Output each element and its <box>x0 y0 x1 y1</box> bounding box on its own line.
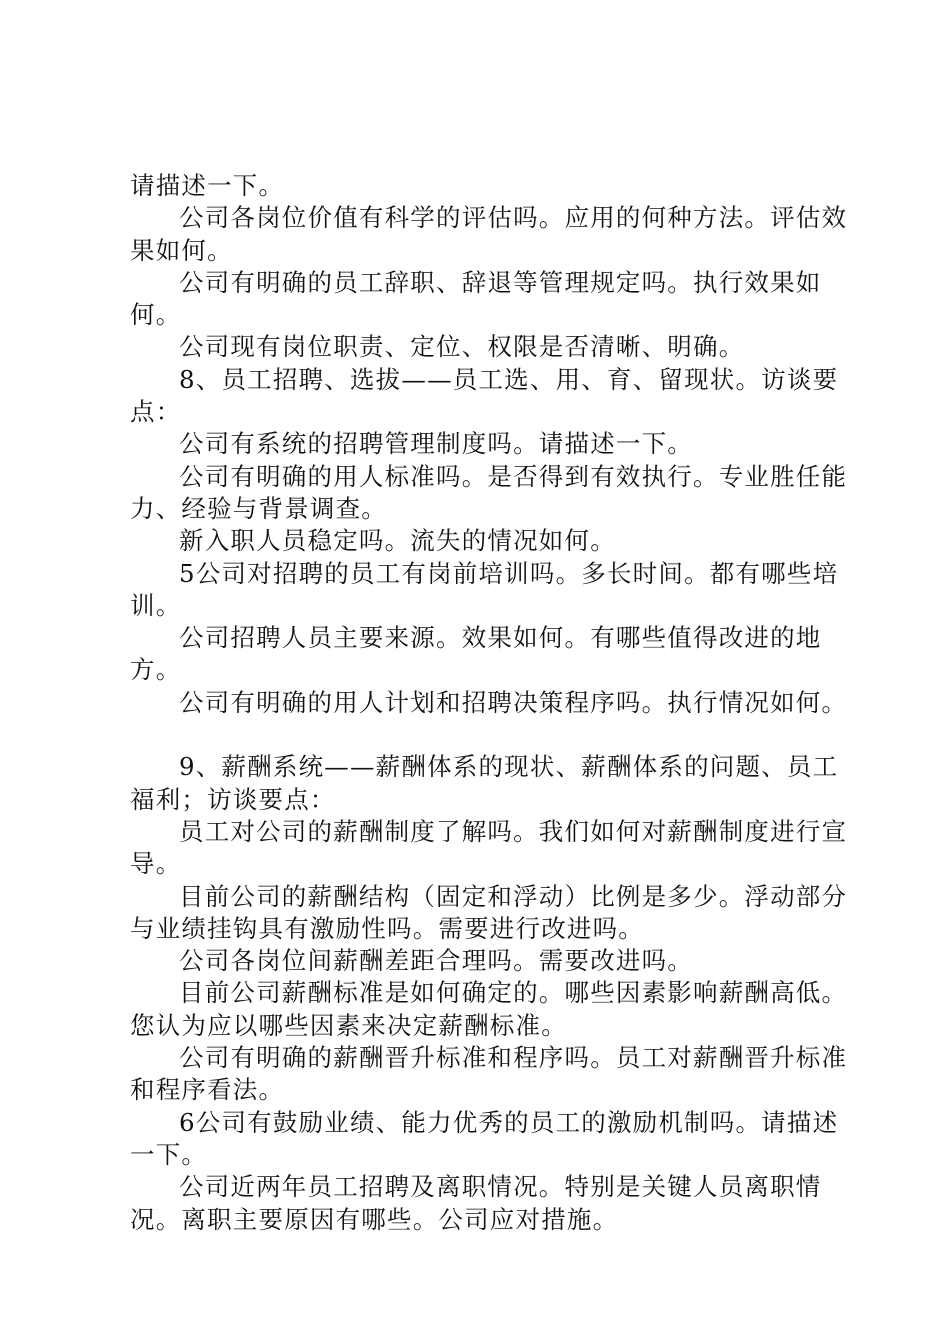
paragraph-3: 公司有明确的员工辞职、辞退等管理规定吗。执行效果如何。 <box>130 267 822 330</box>
paragraph-10: 公司有明确的用人计划和招聘决策程序吗。执行情况如何。 <box>179 687 848 717</box>
section-heading-8: 8、员工招聘、选拔——员工选、用、育、留现状。访谈要点： <box>130 364 839 427</box>
document-body <box>130 170 850 1236</box>
paragraph-11: 员工对公司的薪酬制度了解吗。我们如何对薪酬制度进行宣导。 <box>130 816 848 879</box>
paragraph-2: 公司各岗位价值有科学的评估吗。应用的何种方法。评估效果如何。 <box>130 203 848 265</box>
paragraph-8: 5公司对招聘的员工有岗前培训吗。多长时间。都有哪些培训。 <box>130 558 839 620</box>
paragraph-4: 公司现有岗位职责、定位、权限是否清晰、明确。 <box>179 332 745 362</box>
section-heading-9: 9、薪酬系统——薪酬体系的现状、薪酬体系的问题、员工福利；访谈要点： <box>130 752 839 814</box>
paragraph-15: 公司有明确的薪酬晋升标准和程序吗。员工对薪酬晋升标准和程序看法。 <box>130 1043 848 1105</box>
paragraph-12: 目前公司的薪酬结构（固定和浮动）比例是多少。浮动部分与业绩挂钩具有激励性吗。需要进行改进吗。 <box>130 881 848 943</box>
paragraph-7: 新入职人员稳定吗。流失的情况如何。 <box>179 526 616 556</box>
paragraph-9: 公司招聘人员主要来源。效果如何。有哪些值得改进的地方。 <box>130 623 822 685</box>
paragraph-17: 公司近两年员工招聘及离职情况。特别是关键人员离职情况。离职主要原因有哪些。公司应对措施。 <box>130 1172 822 1234</box>
paragraph-6: 公司有明确的用人标准吗。是否得到有效执行。专业胜任能力、经验与背景调查。 <box>130 461 848 523</box>
blank-line <box>130 719 850 751</box>
paragraph-14: 目前公司薪酬标准是如何确定的。哪些因素影响薪酬高低。您认为应以哪些因素来决定薪酬标准。 <box>130 978 848 1040</box>
paragraph-16: 6公司有鼓励业绩、能力优秀的员工的激励机制吗。请描述一下。 <box>130 1107 839 1169</box>
paragraph-13: 公司各岗位间薪酬差距合理吗。需要改进吗。 <box>179 946 693 976</box>
paragraph-1: 请描述一下。 <box>130 171 285 200</box>
paragraph-5: 公司有系统的招聘管理制度吗。请描述一下。 <box>179 429 693 459</box>
